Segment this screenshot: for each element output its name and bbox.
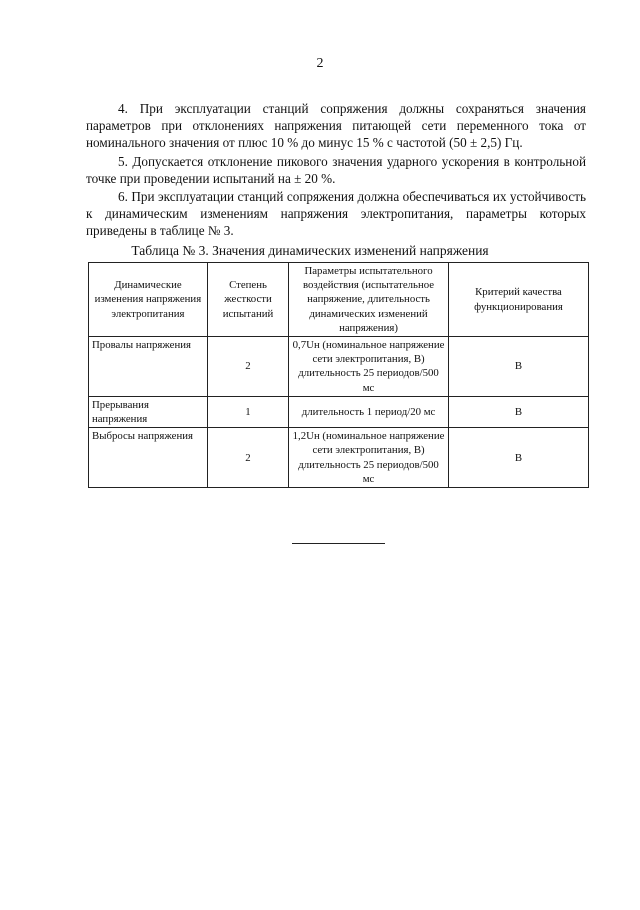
cell-criterion: В (448, 337, 588, 397)
end-divider-line (292, 543, 385, 544)
cell-criterion: В (448, 428, 588, 488)
cell-voltage-change: Провалы напряжения (89, 337, 208, 397)
cell-voltage-change: Прерывания напряжения (89, 396, 208, 427)
paragraph-6: 6. При эксплуатации станций сопряжения должна обеспечиваться их устойчивость к динамическим изменениям напряжения электропитания, параметры которых приведены в таблице № 3. (86, 189, 586, 239)
voltage-changes-table (88, 262, 589, 488)
table-header-row (89, 263, 589, 337)
header-test-parameters: Параметры испытательного воздействия (испытательное напряжение, длительность динамических изменений напряжения) (289, 263, 449, 337)
body-text (86, 100, 586, 241)
header-voltage-change: Динамические изменения напряжения электропитания (89, 263, 208, 337)
paragraph-4: 4. При эксплуатации станций сопряжения должны сохраняться значения параметров при отклонениях напряжения питающей сети переменного тока от номинального значения от плюс 10 % до минус 15 % с частотой (50 ± 2,5) Гц. (86, 101, 586, 151)
header-criterion: Критерий качества функционирования (448, 263, 588, 337)
cell-test-parameters: длительность 1 период/20 мс (289, 396, 449, 427)
cell-test-parameters: 0,7Uн (номинальное напряжение сети электропитания, В) длительность 25 периодов/500 мс (289, 337, 449, 397)
table-row (89, 396, 589, 427)
cell-severity: 2 (207, 337, 288, 397)
cell-severity: 2 (207, 428, 288, 488)
paragraph-5: 5. Допускается отклонение пикового значения ударного ускорения в контрольной точке при проведении испытаний на ± 20 %. (86, 153, 586, 186)
table-row (89, 428, 589, 488)
page-number: 2 (316, 56, 324, 71)
table-caption: Таблица № 3. Значения динамических изменений напряжения (131, 243, 489, 258)
table-row (89, 337, 589, 397)
cell-severity: 1 (207, 396, 288, 427)
cell-test-parameters: 1,2Uн (номинальное напряжение сети электропитания, В) длительность 25 периодов/500 мс (289, 428, 449, 488)
cell-criterion: В (448, 396, 588, 427)
cell-voltage-change: Выбросы напряжения (89, 428, 208, 488)
header-severity: Степень жесткости испытаний (207, 263, 288, 337)
